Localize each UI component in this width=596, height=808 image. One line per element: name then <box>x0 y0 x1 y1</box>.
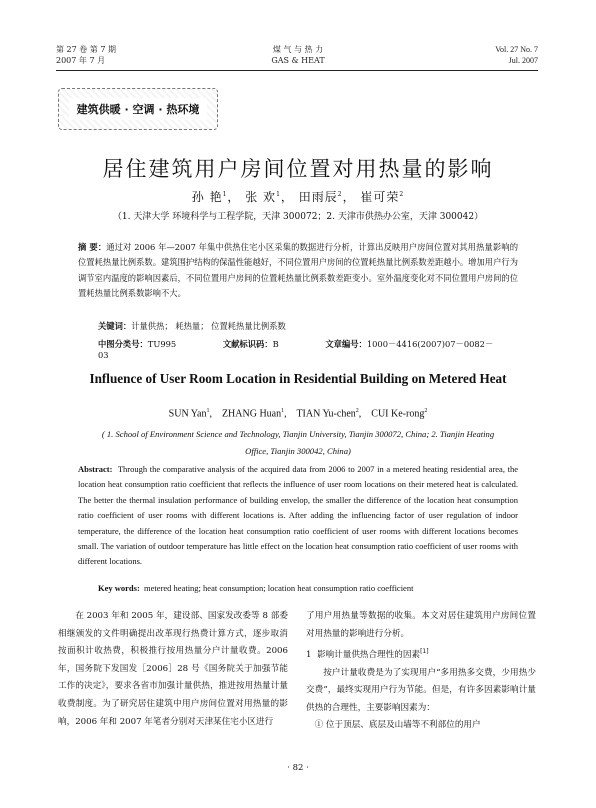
keywords-en <box>98 583 518 593</box>
body-column-left <box>58 608 288 731</box>
keywords-en-label: Key words: <box>98 583 140 593</box>
classification-cn <box>98 338 518 360</box>
author-cn-sup: 1 <box>276 191 281 198</box>
author-en: CUI Ke-rong <box>371 408 425 420</box>
journal-name-en: GAS & HEAT <box>271 56 325 65</box>
volume-en: Vol. 27 No. 7 <box>495 45 538 54</box>
journal-volume-en <box>495 44 538 66</box>
body-paragraph: 按户计量收费是为了实现用户“多用热多交费，少用热少交费”，最终实现用户行为节能。但是，有许多因素影响计量供热的合理性，主要影响因素为： <box>306 667 536 713</box>
doc-code-label: 文献标识码： <box>222 339 273 349</box>
abstract-en <box>78 462 518 570</box>
doc-code-value: B <box>272 339 279 349</box>
header-rule <box>56 70 538 71</box>
abstract-en-label: Abstract: <box>78 464 113 474</box>
title-en: Influence of User Room Location in Residential Building on Metered Heat <box>89 371 507 386</box>
issue-date: 2007 年 7 月 <box>56 56 106 65</box>
page-number: · 82 · <box>287 763 309 773</box>
journal-name-cn: 煤 气 与 热 力 <box>272 45 324 54</box>
author-cn-sup: 2 <box>337 191 343 198</box>
section-heading-ref: [1] <box>420 648 429 656</box>
author-en-sup: 2 <box>424 408 428 414</box>
author-en: ZHANG Huan <box>221 408 282 420</box>
section-heading-text: 影响计量供热合理性的因素 <box>316 650 421 661</box>
author-cn: 崔可荣 <box>360 190 400 204</box>
keywords-cn <box>98 320 286 332</box>
date-en: Jul. 2007 <box>508 56 538 65</box>
article-id-value: 1000－4416(2007)07－0082－03 <box>98 339 494 360</box>
abstract-en-text: Through the comparative analysis of the acquired data from 2006 to 2007 in a metered heating residential area, the location heat consumption ratio coefficient that reflects the influence of user room locations on their metered heat is calculated. The better the thermal insulation performance of building envelop, the smaller the difference of the location heat consumption ratio coefficient of user rooms with different locations is. After adding the influencing factor of user regulation of indoor temperature, the difference of the location heat consumption ratio coefficient of user rooms with different locations becomes small. The variation of outdoor temperature has little effect on the location heat consumption ratio coefficient of user rooms with different locations. <box>78 464 519 567</box>
author-en-sup: 1 <box>206 408 210 414</box>
article-id-label: 文章编号： <box>325 339 367 349</box>
author-en: SUN Yan <box>168 408 207 420</box>
authors-cn: 孙 艳$^1$， 张 欢$^1$， 田雨辰$^2$， 崔可荣$^2$ <box>191 190 405 204</box>
clc-label: 中图分类号： <box>98 339 148 349</box>
keywords-cn-label: 关键词： <box>98 321 132 331</box>
list-item: ① 位于顶层、底层及山墙等不利部位的用户 <box>314 720 481 731</box>
keywords-cn-text: 计量供热； 耗热量； 位置耗热量比例系数 <box>131 321 286 331</box>
abstract-cn <box>78 240 518 302</box>
body-column-right <box>306 608 536 735</box>
affiliation-cn: （1. 天津大学 环境科学与工程学院，天津 300072；2. 天津市供热办公室，天津 300042） <box>112 212 484 222</box>
section-banner <box>58 88 218 130</box>
author-cn-sup: 1 <box>222 191 228 198</box>
author-cn: 田雨辰 <box>298 190 338 204</box>
author-en-sup: 2 <box>355 408 359 414</box>
abstract-cn-label: 摘 要： <box>78 242 107 252</box>
author-en-sup: 1 <box>281 408 285 414</box>
volume-issue: 第 27 卷 第 7 期 <box>56 45 116 54</box>
author-cn: 孙 艳 <box>191 190 223 204</box>
abstract-cn-text: 通过对 2006 年—2007 年集中供热住宅小区采集的数据进行分析，计算出反映用户房间位置对其用热量影响的位置耗热量比例系数。建筑围护结构的保温性能越好，不同位置用户房间的位置耗热量比例系数差距越小。增加用户行为调节室内温度的影响因素后，不同位置用户房间的位置耗热量比例系数差距变小。室外温度变化对不同位置用户房间的位置耗热量比例系数影响不大。 <box>78 242 519 299</box>
title-cn: 居住建筑用户房间位置对用热量的影响 <box>102 157 494 181</box>
section-heading <box>306 643 536 664</box>
clc-value: TU995 <box>147 339 177 349</box>
author-cn-sup: 2 <box>399 191 405 198</box>
keywords-en-text: metered heating; heat consumption; location heat consumption ratio coefficient <box>144 583 414 593</box>
section-banner-text: 建筑供暖 · 空调 · 热环境 <box>69 98 208 120</box>
authors-en: SUN Yan$^1$, ZHANG Huan$^1$, TIAN Yu-chen$^2$, CUI Ke-rong$^2$ <box>168 408 428 420</box>
section-heading-number: 1 <box>306 650 312 661</box>
body-paragraph: 在 2003 年和 2005 年，建设部、国家发改委等 8 部委相继颁发的文件明确提出改革现行热费计算方式，逐步取消按面积计收热费，积极推行按用热量分户计量收费。2006 年，国务院下发国发［2006］28 号《国务院关于加强节能工作的决定》，要求各省市加强计量供热，推进按用热量计量收费制度。为了研究居住建筑中用户房间位置对用热量的影响，2006 年和 2007 年笔者分别对天津某住宅小区进行 <box>58 611 288 727</box>
author-cn: 张 欢 <box>245 190 277 204</box>
author-en: TIAN Yu-chen <box>296 408 356 420</box>
body-paragraph: 了用户用热量等数据的收集。本文对居住建筑用户房间位置对用热量的影响进行分析。 <box>306 611 536 639</box>
affiliation-en: ( 1. School of Environment Science and Technology, Tianjin University, Tianjin 300072, China; 2. Tianjin Heating Office, Tianjin 300042, China) <box>101 429 495 456</box>
